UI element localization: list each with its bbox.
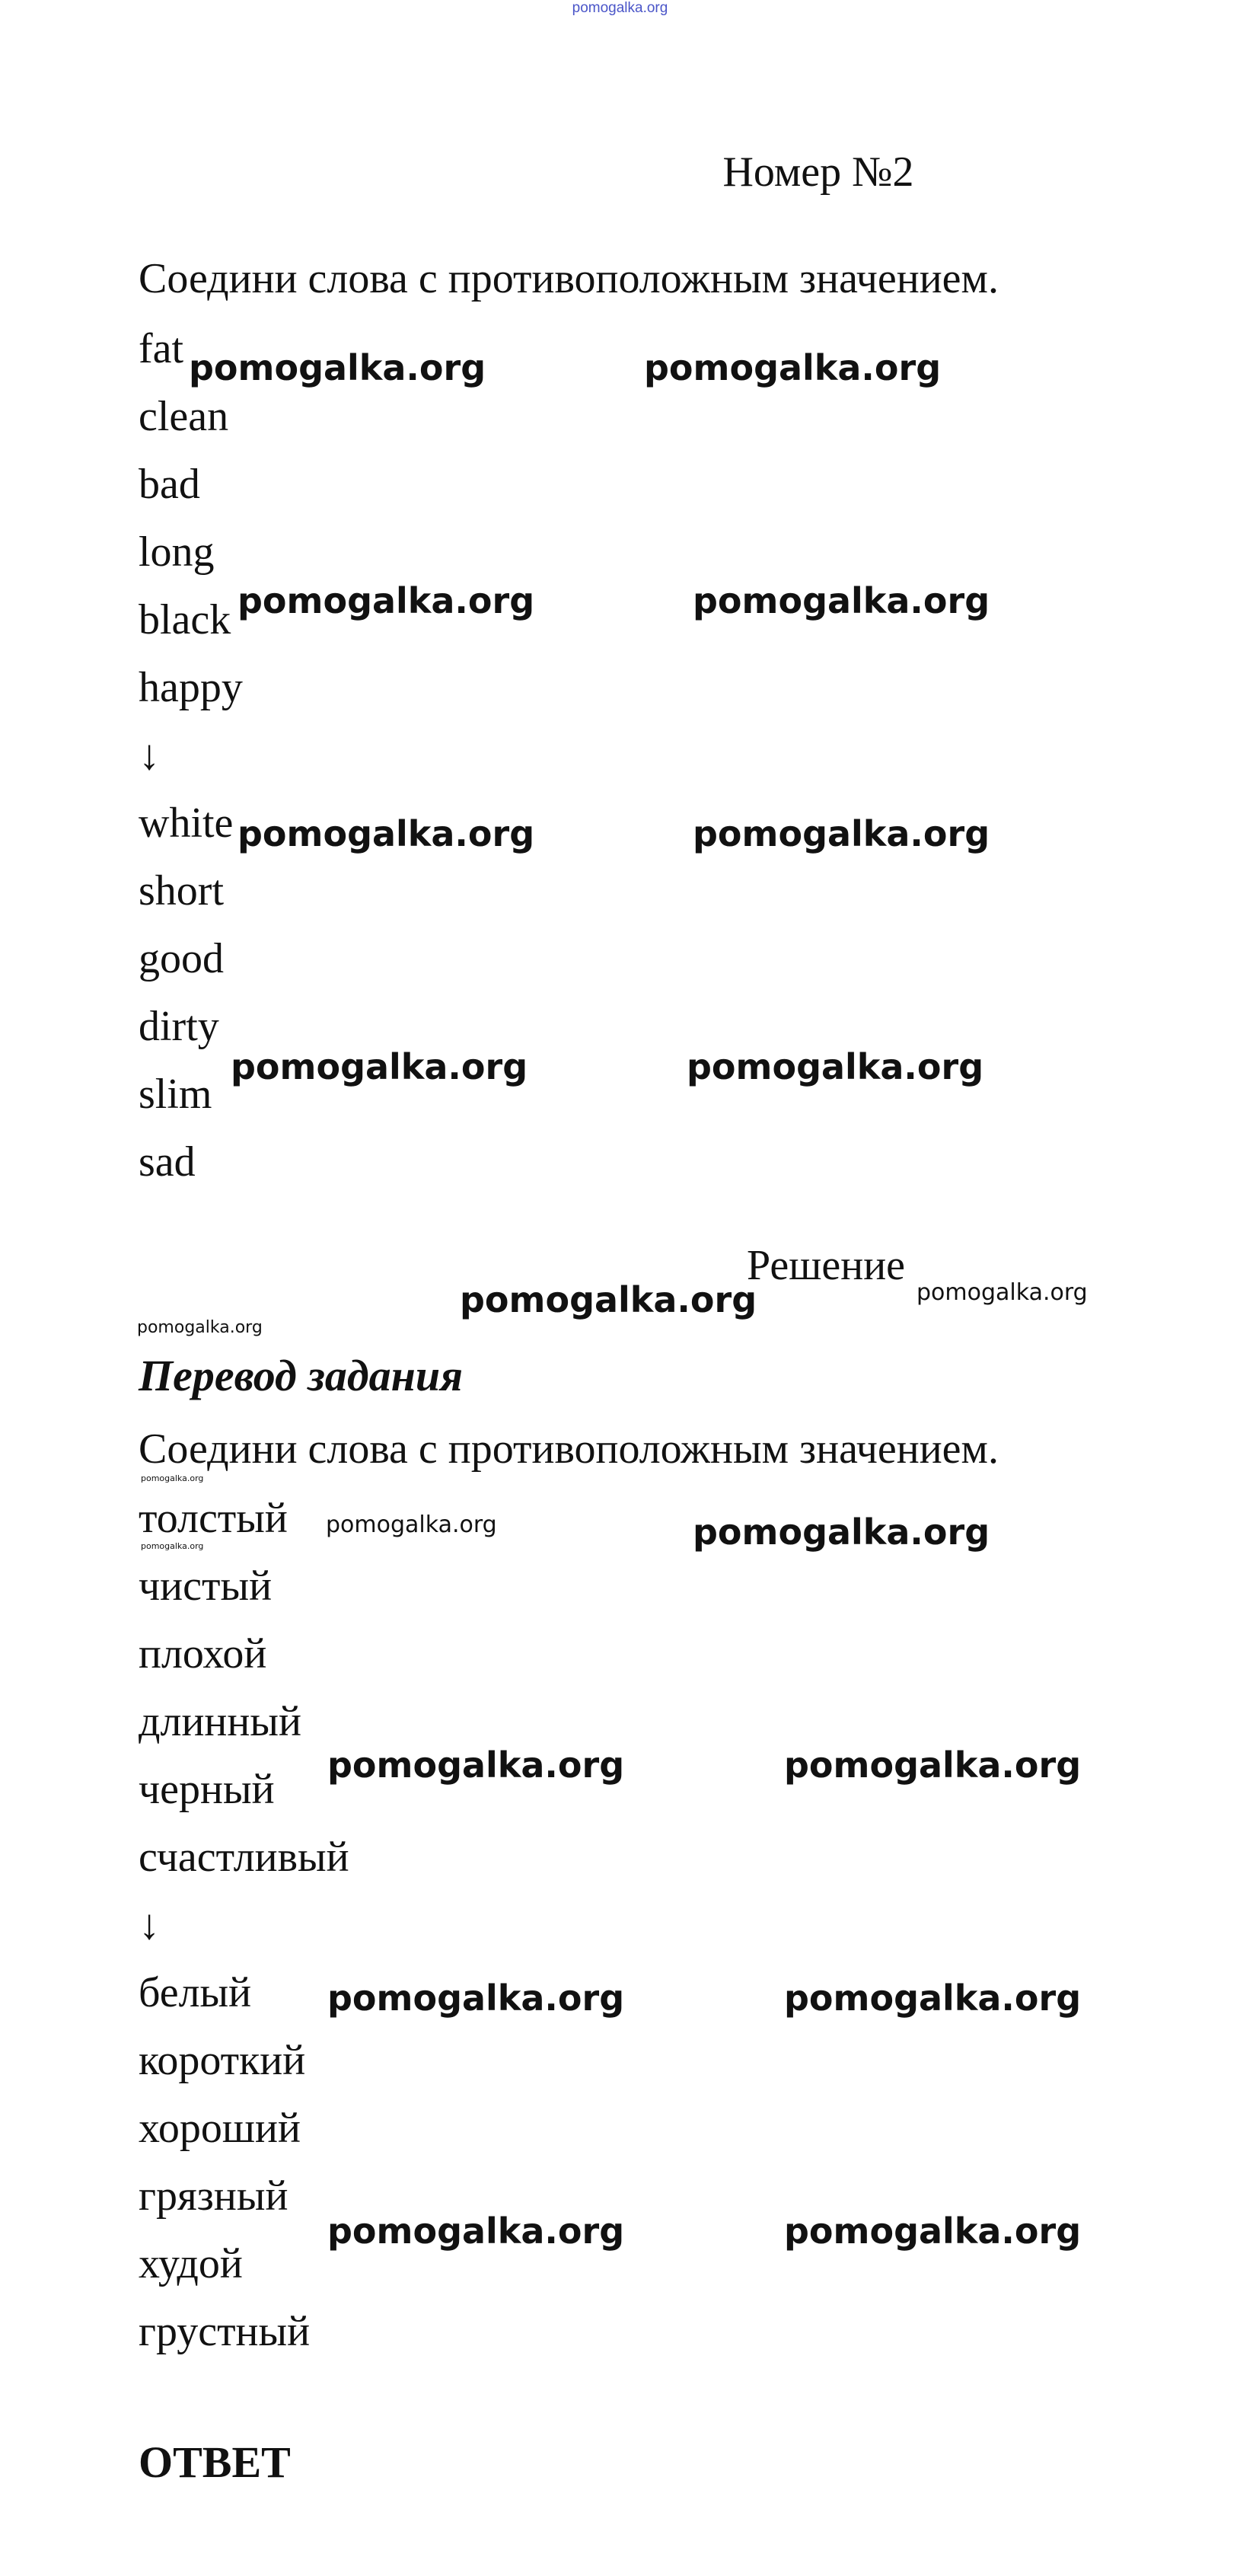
word-item: толстый bbox=[139, 1495, 288, 1542]
word-item: худой bbox=[139, 2240, 243, 2287]
watermark-text: pomogalka.org bbox=[327, 1744, 625, 1786]
solution-title: Решение bbox=[746, 1242, 906, 1289]
translation-heading: Перевод задания bbox=[139, 1351, 463, 1400]
watermark-text: pomogalka.org bbox=[137, 1318, 263, 1337]
russian-word-list bbox=[139, 1485, 349, 2366]
word-item: slim bbox=[139, 1071, 212, 1118]
word-item: счастливый bbox=[139, 1834, 349, 1881]
word-item: черный bbox=[139, 1766, 275, 1813]
watermark-text: pomogalka.org bbox=[327, 2211, 625, 2252]
word-item: белый bbox=[139, 1969, 252, 2016]
watermark-text: pomogalka.org bbox=[784, 1744, 1082, 1786]
watermark-text: pomogalka.org bbox=[141, 1541, 204, 1551]
task-text: Соедини слова с противоположным значением. bbox=[139, 255, 999, 302]
word-item: dirty bbox=[139, 1003, 219, 1050]
down-arrow-icon: ↓ bbox=[139, 1901, 160, 1949]
watermark-text: pomogalka.org bbox=[231, 1046, 528, 1087]
watermark-text: pomogalka.org bbox=[326, 1511, 497, 1538]
translation-task-text: Соедини слова с противоположным значением. bbox=[139, 1425, 999, 1473]
watermark-text: pomogalka.org bbox=[693, 813, 990, 854]
word-item: плохой bbox=[139, 1630, 267, 1677]
word-item: white bbox=[139, 800, 234, 847]
word-item: good bbox=[139, 935, 224, 982]
word-item: грязный bbox=[139, 2172, 288, 2220]
page-title: Номер №2 bbox=[722, 148, 914, 196]
watermark-text: pomogalka.org bbox=[237, 580, 535, 621]
word-item: длинный bbox=[139, 1698, 301, 1745]
word-item: black bbox=[139, 596, 231, 643]
top-watermark-link[interactable]: pomogalka.org bbox=[572, 0, 668, 16]
down-arrow-icon: ↓ bbox=[139, 732, 160, 779]
watermark-text: pomogalka.org bbox=[784, 2211, 1082, 2252]
word-item: sad bbox=[139, 1138, 196, 1186]
word-item: happy bbox=[139, 664, 243, 711]
watermark-text: pomogalka.org bbox=[644, 347, 942, 388]
watermark-text: pomogalka.org bbox=[693, 1511, 990, 1553]
watermark-text: pomogalka.org bbox=[916, 1279, 1088, 1306]
word-item: bad bbox=[139, 461, 200, 508]
watermark-text: pomogalka.org bbox=[141, 1473, 204, 1483]
word-item: fat bbox=[139, 325, 184, 372]
word-item: чистый bbox=[139, 1563, 273, 1610]
watermark-text: pomogalka.org bbox=[327, 1977, 625, 2019]
word-item: грустный bbox=[139, 2308, 311, 2355]
watermark-text: pomogalka.org bbox=[460, 1279, 757, 1320]
watermark-text: pomogalka.org bbox=[693, 580, 990, 621]
watermark-text: pomogalka.org bbox=[687, 1046, 984, 1087]
word-item: long bbox=[139, 528, 215, 576]
word-item: короткий bbox=[139, 2037, 306, 2084]
watermark-text: pomogalka.org bbox=[784, 1977, 1082, 2019]
word-item: хороший bbox=[139, 2105, 301, 2152]
word-item: short bbox=[139, 867, 224, 915]
word-item: clean bbox=[139, 393, 229, 440]
watermark-text: pomogalka.org bbox=[237, 813, 535, 854]
watermark-text: pomogalka.org bbox=[189, 347, 486, 388]
answer-heading: ОТВЕТ bbox=[139, 2437, 291, 2487]
english-word-list bbox=[139, 315, 243, 1196]
